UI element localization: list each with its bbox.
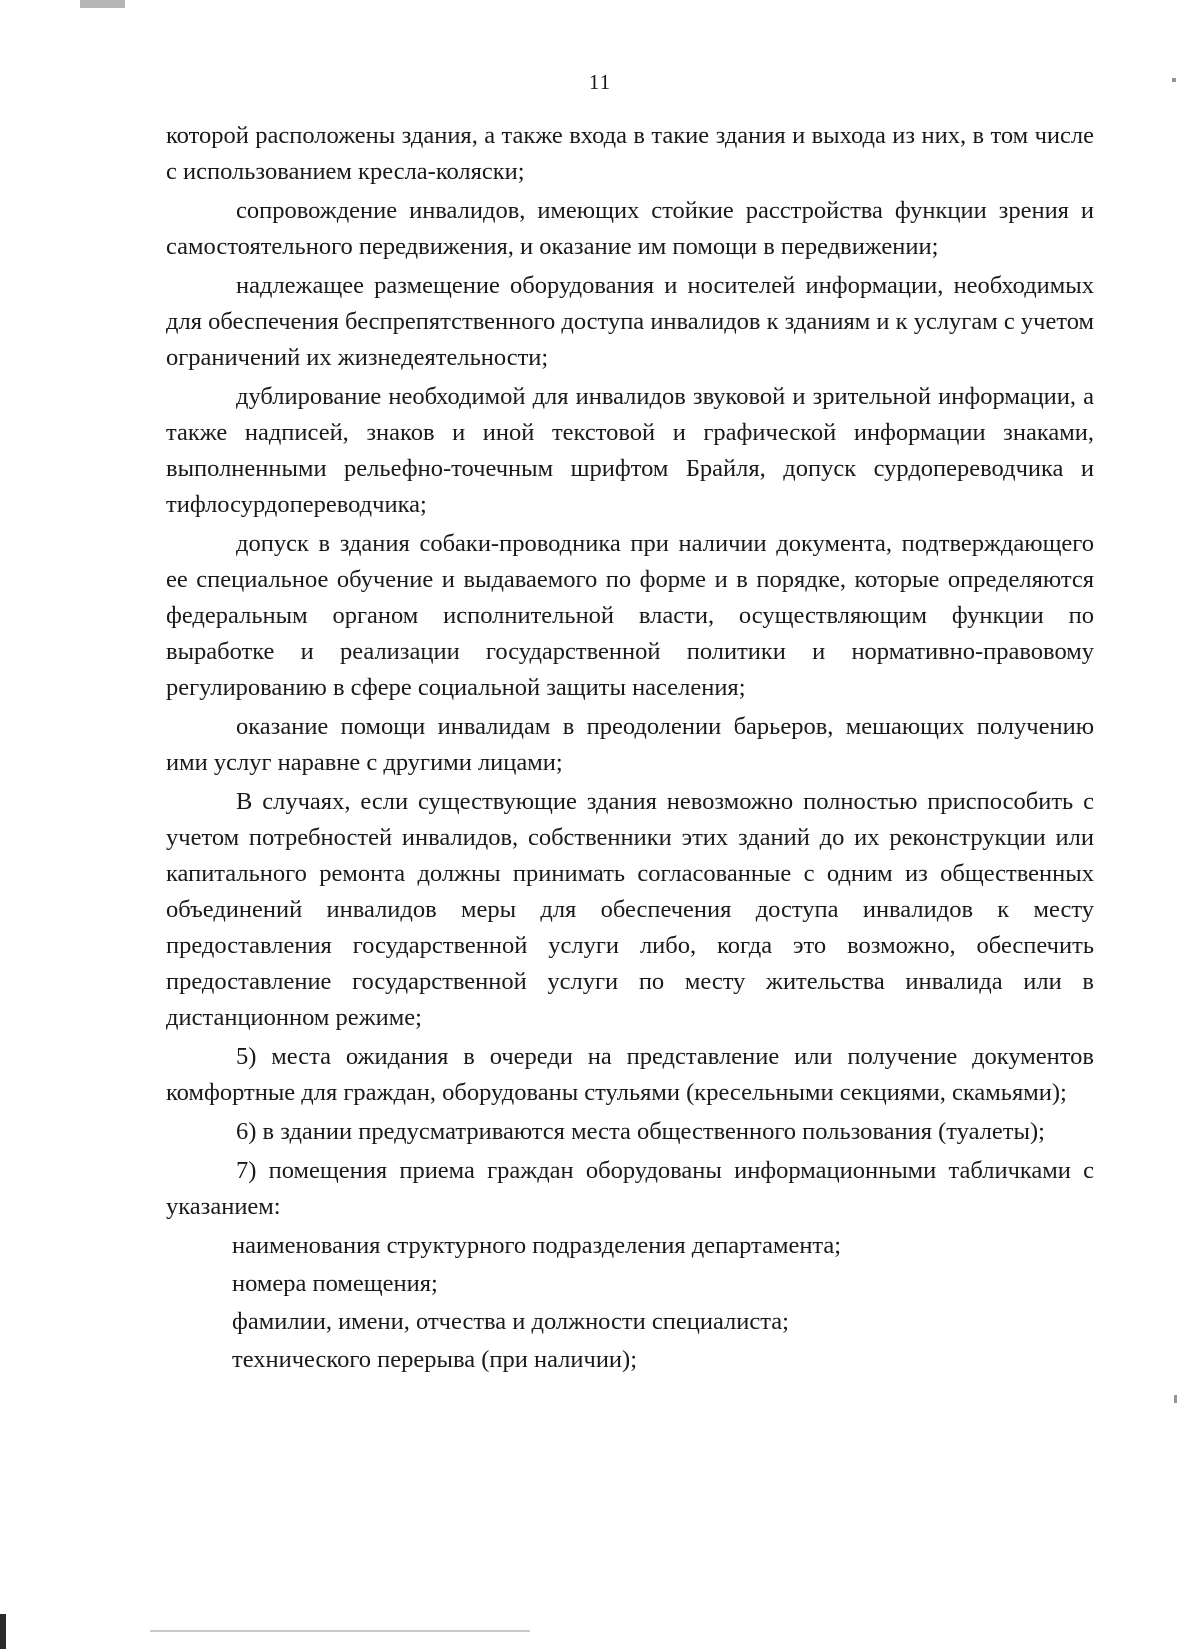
scan-artifact-bottom-left bbox=[0, 1614, 6, 1649]
paragraph-continuation: которой расположены здания, а также входа в такие здания и выхода из них, в том числе с использованием кресла-коляски; bbox=[166, 122, 1094, 185]
list-item: номера помещения; bbox=[232, 1270, 438, 1297]
document-body bbox=[166, 118, 1094, 1380]
list-item: наименования структурного подразделения департамента; bbox=[232, 1232, 842, 1259]
paragraph: надлежащее размещение оборудования и носителей информации, необходимых для обеспечения беспрепятственного доступа инвалидов к зданиям и к услугам с учетом ограничений их жизнедеятельности; bbox=[166, 272, 1094, 371]
list-item: технического перерыва (при наличии); bbox=[232, 1346, 638, 1373]
paragraph: дублирование необходимой для инвалидов звуковой и зрительной информации, а также надписей, знаков и иной текстовой и графической информации знаками, выполненными рельефно-точечным шрифтом Брайля, допуск сурдопереводчика и тифлосурдопереводчика; bbox=[166, 383, 1094, 518]
paragraph: допуск в здания собаки-проводника при наличии документа, подтверждающего ее специальное обучение и выдаваемого по форме и в порядке, которые определяются федеральным органом исполнительной власти, осуществляющим функции по выработке и реализации государственной политики и нормативно-правовому регулированию в сфере социальной защиты населения; bbox=[166, 530, 1094, 701]
scan-artifact-right-bottom bbox=[1174, 1395, 1177, 1403]
paragraph-item-5: 5) места ожидания в очереди на представление или получение документов комфортные для граждан, оборудованы стульями (кресельными секциями, скамьями); bbox=[166, 1043, 1094, 1106]
paragraph-item-7: 7) помещения приема граждан оборудованы информационными табличками с указанием: bbox=[166, 1157, 1094, 1220]
paragraph: оказание помощи инвалидам в преодолении барьеров, мешающих получению ими услуг наравне с другими лицами; bbox=[166, 713, 1094, 776]
paragraph: сопровождение инвалидов, имеющих стойкие расстройства функции зрения и самостоятельного передвижения, и оказание им помощи в передвижении; bbox=[166, 197, 1094, 260]
page-number: 11 bbox=[588, 70, 612, 94]
scan-artifact-bottom bbox=[150, 1630, 530, 1632]
paragraph: В случаях, если существующие здания невозможно полностью приспособить с учетом потребностей инвалидов, собственники этих зданий до их реконструкции или капитального ремонта должны принимать согласованные с одним из общественных объединений инвалидов меры для обеспечения доступа инвалидов к месту предоставления государственной услуги либо, когда это возможно, обеспечить предоставление государственной услуги по месту жительства инвалида или в дистанционном режиме; bbox=[166, 788, 1094, 1031]
paragraph-item-6: 6) в здании предусматриваются места общественного пользования (туалеты); bbox=[236, 1118, 1045, 1145]
list-item: фамилии, имени, отчества и должности специалиста; bbox=[232, 1308, 789, 1335]
scan-artifact-top-left bbox=[80, 0, 125, 8]
